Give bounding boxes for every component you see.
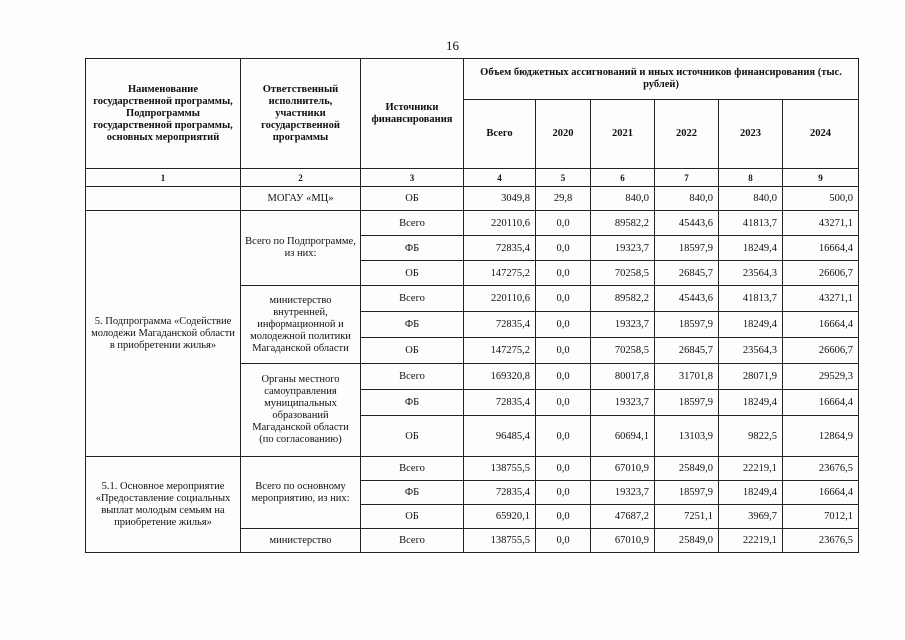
value-cell: 138755,5 bbox=[464, 457, 536, 481]
value-cell: 0,0 bbox=[536, 364, 591, 390]
column-number: 1 bbox=[86, 169, 241, 187]
value-cell: 0,0 bbox=[536, 286, 591, 312]
value-cell: 65920,1 bbox=[464, 505, 536, 529]
header-year: 2020 bbox=[536, 100, 591, 169]
value-cell: 0,0 bbox=[536, 416, 591, 457]
source-cell: ОБ bbox=[361, 261, 464, 286]
value-cell: 19323,7 bbox=[591, 312, 655, 338]
source-cell: ФБ bbox=[361, 236, 464, 261]
page-number: 16 bbox=[446, 38, 459, 53]
source-cell: Всего bbox=[361, 286, 464, 312]
value-cell: 840,0 bbox=[591, 187, 655, 211]
value-cell: 70258,5 bbox=[591, 338, 655, 364]
value-cell: 0,0 bbox=[536, 312, 591, 338]
value-cell: 18249,4 bbox=[719, 481, 783, 505]
value-cell: 80017,8 bbox=[591, 364, 655, 390]
header-sources: Источники финансирования bbox=[361, 59, 464, 169]
value-cell: 19323,7 bbox=[591, 236, 655, 261]
value-cell: 7251,1 bbox=[655, 505, 719, 529]
local-gov-cell: Органы местного самоуправления муниципальных образований Магаданской области (по согласованию) bbox=[241, 364, 361, 457]
value-cell: 147275,2 bbox=[464, 338, 536, 364]
value-cell: 67010,9 bbox=[591, 529, 655, 553]
source-cell: Всего bbox=[361, 211, 464, 236]
table-row bbox=[86, 187, 859, 211]
value-cell: 0,0 bbox=[536, 390, 591, 416]
source-cell: Всего bbox=[361, 457, 464, 481]
value-cell: 72835,4 bbox=[464, 236, 536, 261]
value-cell: 29529,3 bbox=[783, 364, 859, 390]
value-cell: 220110,6 bbox=[464, 286, 536, 312]
value-cell: 13103,9 bbox=[655, 416, 719, 457]
value-cell: 0,0 bbox=[536, 338, 591, 364]
value-cell: 25849,0 bbox=[655, 529, 719, 553]
column-number: 2 bbox=[241, 169, 361, 187]
header-executor: Ответственный исполнитель, участники государственной программы bbox=[241, 59, 361, 169]
value-cell: 89582,2 bbox=[591, 286, 655, 312]
subprogram-total-cell: Всего по Подпрограмме, из них: bbox=[241, 211, 361, 286]
value-cell: 45443,6 bbox=[655, 286, 719, 312]
value-cell: 26845,7 bbox=[655, 261, 719, 286]
value-cell: 22219,1 bbox=[719, 529, 783, 553]
value-cell: 41813,7 bbox=[719, 211, 783, 236]
header-year: 2023 bbox=[719, 100, 783, 169]
value-cell: 19323,7 bbox=[591, 481, 655, 505]
value-cell: 72835,4 bbox=[464, 390, 536, 416]
source-cell: ОБ bbox=[361, 338, 464, 364]
value-cell: 45443,6 bbox=[655, 211, 719, 236]
value-cell: 47687,2 bbox=[591, 505, 655, 529]
value-cell: 9822,5 bbox=[719, 416, 783, 457]
table-row bbox=[86, 211, 859, 236]
value-cell: 18597,9 bbox=[655, 236, 719, 261]
value-cell: 16664,4 bbox=[783, 312, 859, 338]
value-cell: 7012,1 bbox=[783, 505, 859, 529]
source-cell: ФБ bbox=[361, 390, 464, 416]
value-cell: 0,0 bbox=[536, 457, 591, 481]
value-cell: 26845,7 bbox=[655, 338, 719, 364]
value-cell: 43271,1 bbox=[783, 211, 859, 236]
source-cell: ОБ bbox=[361, 416, 464, 457]
value-cell: 72835,4 bbox=[464, 481, 536, 505]
source-cell: Всего bbox=[361, 364, 464, 390]
value-cell: 72835,4 bbox=[464, 312, 536, 338]
value-cell: 31701,8 bbox=[655, 364, 719, 390]
value-cell: 0,0 bbox=[536, 236, 591, 261]
value-cell: 0,0 bbox=[536, 211, 591, 236]
source-cell: ФБ bbox=[361, 312, 464, 338]
column-number: 3 bbox=[361, 169, 464, 187]
ministry-cell: министерство внутренней, информационной и молодежной политики Магаданской области bbox=[241, 286, 361, 364]
value-cell: 23676,5 bbox=[783, 457, 859, 481]
value-cell: 23564,3 bbox=[719, 261, 783, 286]
value-cell: 0,0 bbox=[536, 481, 591, 505]
value-cell: 18597,9 bbox=[655, 481, 719, 505]
header-total: Всего bbox=[464, 100, 536, 169]
column-number: 6 bbox=[591, 169, 655, 187]
value-cell: 18597,9 bbox=[655, 390, 719, 416]
value-cell: 29,8 bbox=[536, 187, 591, 211]
value-cell: 220110,6 bbox=[464, 211, 536, 236]
column-number: 4 bbox=[464, 169, 536, 187]
value-cell: 169320,8 bbox=[464, 364, 536, 390]
value-cell: 18249,4 bbox=[719, 312, 783, 338]
header-year: 2022 bbox=[655, 100, 719, 169]
header-program: Наименование государственной программы, Подпрограммы государственной программы, основных мероприятий bbox=[86, 59, 241, 169]
measure-total-cell: Всего по основному мероприятию, из них: bbox=[241, 457, 361, 529]
ministry-short-cell: министерство bbox=[241, 529, 361, 553]
value-cell: 22219,1 bbox=[719, 457, 783, 481]
column-numbers-row bbox=[86, 169, 859, 187]
column-number: 5 bbox=[536, 169, 591, 187]
value-cell: 25849,0 bbox=[655, 457, 719, 481]
value-cell: 89582,2 bbox=[591, 211, 655, 236]
value-cell: 18249,4 bbox=[719, 390, 783, 416]
header-budget-group: Объем бюджетных ассигнований и иных источников финансирования (тыс. рублей) bbox=[464, 59, 859, 100]
value-cell: 0,0 bbox=[536, 529, 591, 553]
value-cell: 500,0 bbox=[783, 187, 859, 211]
value-cell: 840,0 bbox=[655, 187, 719, 211]
source-cell: ОБ bbox=[361, 505, 464, 529]
value-cell: 23564,3 bbox=[719, 338, 783, 364]
column-number: 7 bbox=[655, 169, 719, 187]
column-number: 9 bbox=[783, 169, 859, 187]
value-cell: 41813,7 bbox=[719, 286, 783, 312]
value-cell: 16664,4 bbox=[783, 236, 859, 261]
program-cell-empty bbox=[86, 187, 241, 211]
value-cell: 16664,4 bbox=[783, 390, 859, 416]
header-year: 2021 bbox=[591, 100, 655, 169]
value-cell: 60694,1 bbox=[591, 416, 655, 457]
header-row bbox=[86, 59, 859, 100]
table-row bbox=[86, 457, 859, 481]
value-cell: 96485,4 bbox=[464, 416, 536, 457]
source-cell: Всего bbox=[361, 529, 464, 553]
value-cell: 18597,9 bbox=[655, 312, 719, 338]
value-cell: 3049,8 bbox=[464, 187, 536, 211]
source-cell: ОБ bbox=[361, 187, 464, 211]
value-cell: 43271,1 bbox=[783, 286, 859, 312]
value-cell: 26606,7 bbox=[783, 338, 859, 364]
source-cell: ФБ bbox=[361, 481, 464, 505]
value-cell: 28071,9 bbox=[719, 364, 783, 390]
value-cell: 23676,5 bbox=[783, 529, 859, 553]
budget-table bbox=[85, 58, 859, 553]
value-cell: 3969,7 bbox=[719, 505, 783, 529]
value-cell: 19323,7 bbox=[591, 390, 655, 416]
value-cell: 16664,4 bbox=[783, 481, 859, 505]
value-cell: 0,0 bbox=[536, 261, 591, 286]
value-cell: 67010,9 bbox=[591, 457, 655, 481]
measure-5-1-cell: 5.1. Основное мероприятие «Предоставление социальных выплат молодым семьям на приобретение жилья» bbox=[86, 457, 241, 553]
value-cell: 70258,5 bbox=[591, 261, 655, 286]
value-cell: 12864,9 bbox=[783, 416, 859, 457]
value-cell: 18249,4 bbox=[719, 236, 783, 261]
value-cell: 138755,5 bbox=[464, 529, 536, 553]
executor-cell: МОГАУ «МЦ» bbox=[241, 187, 361, 211]
column-number: 8 bbox=[719, 169, 783, 187]
value-cell: 147275,2 bbox=[464, 261, 536, 286]
value-cell: 840,0 bbox=[719, 187, 783, 211]
subprogram-5-cell: 5. Подпрограмма «Содействие молодежи Магаданской области в приобретении жилья» bbox=[86, 211, 241, 457]
value-cell: 26606,7 bbox=[783, 261, 859, 286]
value-cell: 0,0 bbox=[536, 505, 591, 529]
header-year: 2024 bbox=[783, 100, 859, 169]
